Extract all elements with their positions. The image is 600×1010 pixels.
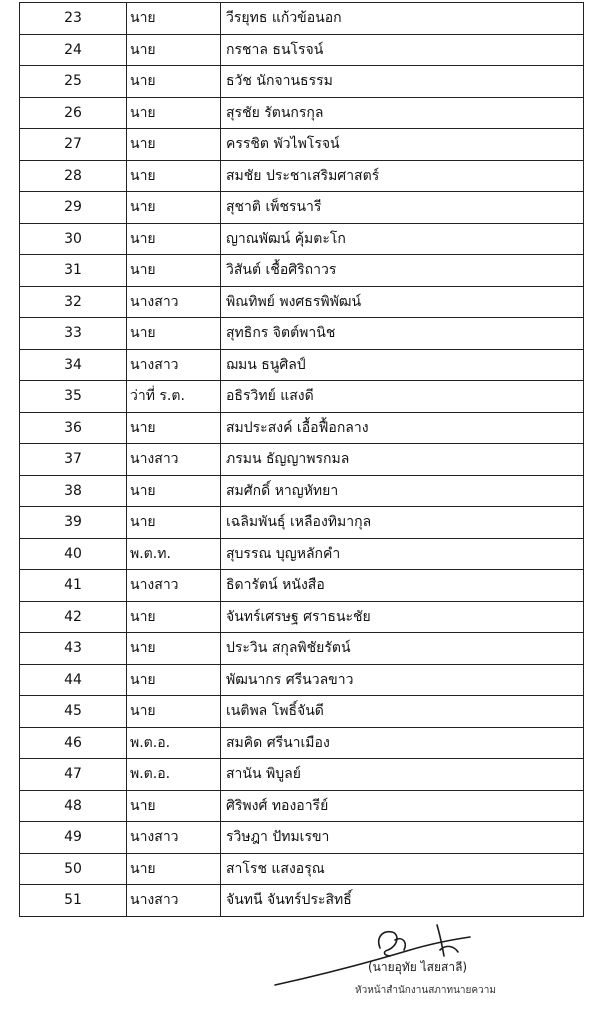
- row-first-name: จันทร์เศรษฐ: [226, 608, 299, 625]
- row-number: 34: [20, 349, 127, 381]
- row-number: 41: [20, 570, 127, 602]
- table-row: [20, 822, 584, 854]
- row-number: 48: [20, 790, 127, 822]
- row-title: นาย: [127, 223, 221, 255]
- table-row: [20, 255, 584, 287]
- row-first-name: สมคิด: [226, 734, 263, 751]
- row-title: นาย: [127, 97, 221, 129]
- row-last-name: หนังสือ: [282, 577, 325, 594]
- row-last-name: ศรีนาเมือง: [266, 734, 330, 751]
- row-last-name: ธัญญาพรกมล: [266, 451, 350, 468]
- row-number: 49: [20, 822, 127, 854]
- row-last-name: จิตต์พานิช: [272, 325, 336, 342]
- table-row: [20, 129, 584, 161]
- row-last-name: ธนูศิลป์: [261, 356, 306, 373]
- row-title: นางสาว: [127, 349, 221, 381]
- row-number: 31: [20, 255, 127, 287]
- row-title: นาย: [127, 664, 221, 696]
- name-list-body: [20, 3, 584, 917]
- row-first-name: สุรชัย: [226, 104, 260, 121]
- row-number: 46: [20, 727, 127, 759]
- table-row: [20, 412, 584, 444]
- row-last-name: พัวไพโรจน์: [273, 136, 340, 153]
- row-number: 25: [20, 66, 127, 98]
- row-last-name: ประชาเสริมศาสตร์: [265, 167, 380, 184]
- row-title: นาย: [127, 790, 221, 822]
- row-full-name: [221, 129, 584, 161]
- row-last-name: เชื้อศิริถาวร: [265, 262, 337, 279]
- table-row: [20, 507, 584, 539]
- row-full-name: [221, 160, 584, 192]
- row-number: 39: [20, 507, 127, 539]
- row-number: 33: [20, 318, 127, 350]
- row-number: 29: [20, 192, 127, 224]
- row-first-name: ภรมน: [226, 451, 262, 468]
- row-full-name: [221, 664, 584, 696]
- row-first-name: วีรยุทธ: [226, 10, 268, 27]
- row-first-name: สาโรช: [226, 860, 267, 877]
- table-row: [20, 601, 584, 633]
- row-title: นาย: [127, 507, 221, 539]
- row-number: 40: [20, 538, 127, 570]
- row-number: 37: [20, 444, 127, 476]
- table-row: [20, 160, 584, 192]
- row-first-name: ครรชิต: [226, 136, 269, 153]
- row-first-name: เฉลิมพันธุ์: [226, 514, 286, 531]
- row-title: นาย: [127, 34, 221, 66]
- row-first-name: ธิดารัตน์: [226, 577, 278, 594]
- row-title: นางสาว: [127, 286, 221, 318]
- row-number: 28: [20, 160, 127, 192]
- table-row: [20, 3, 584, 35]
- row-title: นาย: [127, 66, 221, 98]
- row-title: นางสาว: [127, 885, 221, 917]
- row-first-name: สมศักดิ์: [226, 482, 271, 499]
- row-full-name: [221, 255, 584, 287]
- signatory-name: (นายอุทัย ไสยสาลี): [368, 960, 468, 974]
- row-full-name: [221, 475, 584, 507]
- table-row: [20, 349, 584, 381]
- row-title: นาย: [127, 696, 221, 728]
- table-row: [20, 286, 584, 318]
- row-last-name: พงศธรพิพัฒน์: [279, 293, 362, 310]
- row-first-name: พัฒนากร: [226, 671, 282, 688]
- row-title: นาย: [127, 633, 221, 665]
- row-full-name: [221, 223, 584, 255]
- row-full-name: [221, 601, 584, 633]
- row-full-name: [221, 538, 584, 570]
- table-row: [20, 664, 584, 696]
- row-first-name: สมประสงค์: [226, 419, 293, 436]
- row-title: นางสาว: [127, 444, 221, 476]
- row-first-name: สุบรรณ: [226, 545, 272, 562]
- row-full-name: [221, 34, 584, 66]
- row-number: 32: [20, 286, 127, 318]
- row-full-name: [221, 853, 584, 885]
- name-list-table: [19, 2, 584, 917]
- row-first-name: วิสันต์: [226, 262, 262, 279]
- row-number: 24: [20, 34, 127, 66]
- row-title: นาย: [127, 255, 221, 287]
- table-row: [20, 192, 584, 224]
- row-title: ว่าที่ ร.ต.: [127, 381, 221, 413]
- row-title: นาย: [127, 160, 221, 192]
- row-title: นาย: [127, 412, 221, 444]
- row-number: 36: [20, 412, 127, 444]
- table-row: [20, 444, 584, 476]
- table-row: [20, 759, 584, 791]
- table-row: [20, 570, 584, 602]
- row-title: พ.ต.อ.: [127, 727, 221, 759]
- row-last-name: รัตนกรกุล: [264, 104, 324, 121]
- table-row: [20, 66, 584, 98]
- row-full-name: [221, 727, 584, 759]
- row-full-name: [221, 286, 584, 318]
- row-number: 50: [20, 853, 127, 885]
- table-row: [20, 853, 584, 885]
- row-number: 35: [20, 381, 127, 413]
- row-number: 27: [20, 129, 127, 161]
- row-last-name: เหลืองทิมากุล: [289, 514, 372, 531]
- table-row: [20, 223, 584, 255]
- row-last-name: ทองอารีย์: [271, 797, 329, 814]
- row-last-name: โพธิ์จันดี: [271, 703, 324, 720]
- table-row: [20, 97, 584, 129]
- row-full-name: [221, 97, 584, 129]
- row-full-name: [221, 3, 584, 35]
- row-first-name: กรชาล: [226, 41, 268, 58]
- row-last-name: จันทร์ประสิทธิ์: [267, 892, 352, 909]
- row-title: นางสาว: [127, 822, 221, 854]
- row-last-name: ปัทมเรขา: [272, 829, 330, 846]
- row-full-name: [221, 696, 584, 728]
- row-full-name: [221, 790, 584, 822]
- row-first-name: สานัน: [226, 766, 262, 783]
- row-full-name: [221, 192, 584, 224]
- row-full-name: [221, 885, 584, 917]
- row-full-name: [221, 412, 584, 444]
- row-title: พ.ต.อ.: [127, 759, 221, 791]
- row-number: 38: [20, 475, 127, 507]
- row-number: 43: [20, 633, 127, 665]
- row-first-name: เนติพล: [226, 703, 268, 720]
- row-full-name: [221, 66, 584, 98]
- row-number: 45: [20, 696, 127, 728]
- row-last-name: ธนโรจน์: [272, 41, 324, 58]
- row-title: นาย: [127, 129, 221, 161]
- row-full-name: [221, 507, 584, 539]
- table-row: [20, 538, 584, 570]
- row-last-name: บุญหลักคำ: [275, 545, 341, 562]
- row-last-name: แสงดี: [280, 388, 314, 405]
- row-full-name: [221, 822, 584, 854]
- row-full-name: [221, 759, 584, 791]
- row-last-name: ศรีนวลขาว: [285, 671, 354, 688]
- row-first-name: ศิริพงศ์: [226, 797, 268, 814]
- row-last-name: เพ็ชรนารี: [265, 199, 322, 216]
- row-number: 44: [20, 664, 127, 696]
- table-row: [20, 381, 584, 413]
- row-last-name: หาญหัทยา: [274, 482, 339, 499]
- table-row: [20, 633, 584, 665]
- row-first-name: รวิษฎา: [226, 829, 268, 846]
- table-row: [20, 885, 584, 917]
- table-row: [20, 727, 584, 759]
- row-first-name: ธวัช: [226, 73, 252, 90]
- row-title: นาย: [127, 853, 221, 885]
- signatory-position: หัวหน้าสำนักงานสภาทนายความ: [355, 985, 496, 996]
- table-row: [20, 790, 584, 822]
- row-number: 42: [20, 601, 127, 633]
- row-full-name: [221, 444, 584, 476]
- row-last-name: แสงอรุณ: [271, 860, 325, 877]
- row-last-name: คุ้มตะโก: [294, 230, 346, 247]
- row-first-name: พิณทิพย์: [226, 293, 275, 310]
- row-full-name: [221, 349, 584, 381]
- table-row: [20, 34, 584, 66]
- row-last-name: นักจานธรรม: [256, 73, 333, 90]
- row-first-name: สุชาติ: [226, 199, 261, 216]
- row-number: 23: [20, 3, 127, 35]
- table-row: [20, 318, 584, 350]
- row-first-name: จันทนี: [226, 892, 263, 909]
- row-title: นาย: [127, 601, 221, 633]
- row-first-name: ประวิน: [226, 640, 268, 657]
- row-number: 26: [20, 97, 127, 129]
- row-number: 30: [20, 223, 127, 255]
- row-title: นาย: [127, 475, 221, 507]
- row-first-name: สมชัย: [226, 167, 262, 184]
- row-first-name: สุทธิกร: [226, 325, 269, 342]
- row-last-name: เอื้อฟื้อกลาง: [296, 419, 369, 436]
- row-full-name: [221, 633, 584, 665]
- row-last-name: สกุลพิชัยรัตน์: [271, 640, 351, 657]
- row-last-name: แก้วข้อนอก: [271, 10, 342, 27]
- row-first-name: ญาณพัฒน์: [226, 230, 291, 247]
- row-title: นาย: [127, 192, 221, 224]
- row-full-name: [221, 318, 584, 350]
- row-title: นางสาว: [127, 570, 221, 602]
- row-first-name: ฌมน: [226, 356, 257, 373]
- row-last-name: ศราธนะชัย: [303, 608, 371, 625]
- row-first-name: อธิรวิทย์: [226, 388, 276, 405]
- row-last-name: พิบูลย์: [266, 766, 301, 783]
- row-number: 51: [20, 885, 127, 917]
- row-title: พ.ต.ท.: [127, 538, 221, 570]
- row-title: นาย: [127, 318, 221, 350]
- row-title: นาย: [127, 3, 221, 35]
- row-full-name: [221, 381, 584, 413]
- row-number: 47: [20, 759, 127, 791]
- row-full-name: [221, 570, 584, 602]
- table-row: [20, 475, 584, 507]
- table-row: [20, 696, 584, 728]
